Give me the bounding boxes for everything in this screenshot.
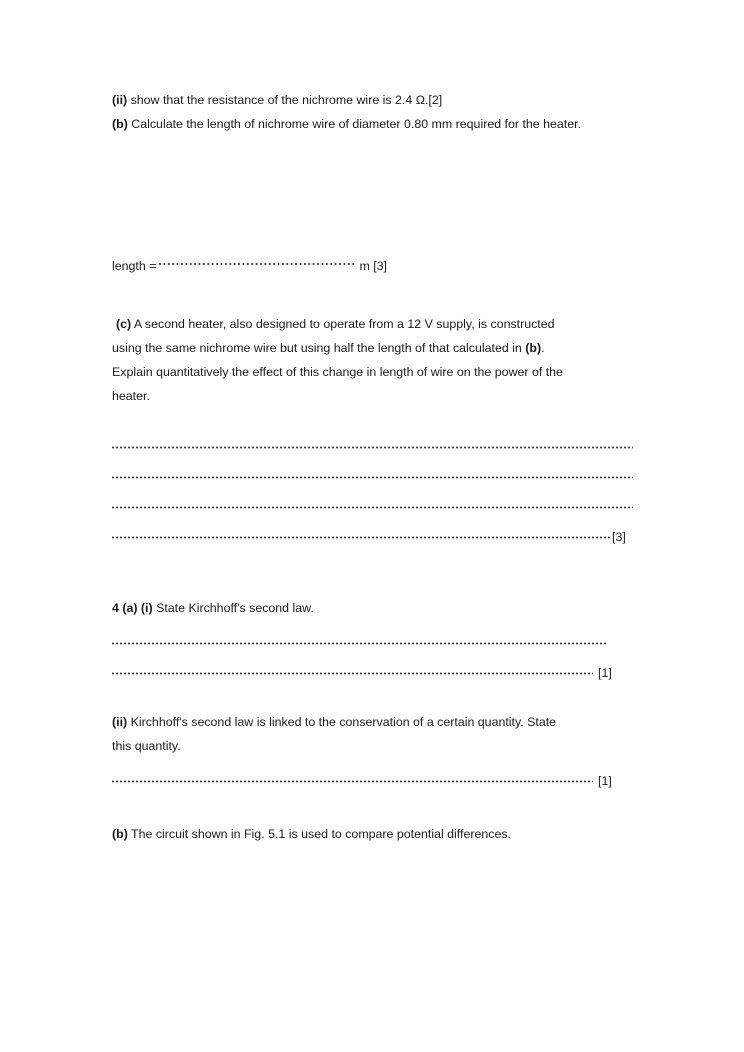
q3-part-c-line-4: heater.	[112, 389, 150, 403]
q3-part-c-text-2a: using the same nichrome wire but using half the length of that calculated in	[112, 341, 526, 355]
q4-part-b-line	[112, 822, 636, 846]
q3-c-answer-row-3	[112, 484, 636, 514]
q3-c-answer-row-2	[112, 454, 636, 484]
dotted-answer-line[interactable]	[112, 501, 633, 514]
q4-part-ii-text-1: Kirchhoff's second law is linked to the conservation of a certain quantity. State	[127, 715, 557, 729]
dotted-answer-line[interactable]	[112, 637, 606, 650]
q3-part-ii-label: (ii)	[112, 93, 128, 107]
q3-part-b-text: Calculate the length of nichrome wire of diameter 0.80 mm required for the heater.	[127, 117, 582, 131]
question-content	[112, 88, 636, 846]
q3-part-b-answer-line	[112, 254, 387, 278]
answer-prefix-label: length =	[112, 259, 157, 273]
q4-part-ii-line-2: this quantity.	[112, 739, 181, 753]
q3-part-c-ref-b: (b)	[525, 341, 542, 355]
q3-part-ii-text: show that the resistance of the nichrome wire is 2.4 Ω.[2]	[127, 93, 443, 107]
spacer-before-answer-lines	[112, 408, 636, 424]
q4-heading	[112, 596, 636, 620]
q3-part-b-line	[112, 112, 636, 136]
q4-part-b-text: The circuit shown in Fig. 5.1 is used to compare potential differences.	[127, 827, 511, 841]
q3-part-c-label: (c)	[116, 317, 132, 331]
dotted-answer-line[interactable]	[112, 531, 612, 544]
q4-aii-answer-row	[112, 758, 636, 788]
q3-part-c-text-2b: .	[541, 341, 545, 355]
q4-part-ii-paragraph	[112, 710, 636, 758]
q4-number-label: 4 (a) (i)	[112, 601, 153, 615]
q4-aii-marks: [1]	[598, 774, 612, 788]
q4-ai-marks: [1]	[598, 666, 612, 680]
q4-heading-text: State Kirchhoff's second law.	[152, 601, 314, 615]
spacer-before-q4-part-ii	[112, 680, 636, 710]
dotted-answer-line[interactable]	[112, 471, 633, 484]
spacer-before-question-4	[112, 544, 636, 596]
q4-part-ii-line-1	[112, 710, 636, 734]
q3-c-answer-row-1	[112, 424, 636, 454]
answer-suffix-label: m [3]	[359, 259, 387, 273]
q4-part-ii-label: (ii)	[112, 715, 128, 729]
answer-dotted-field[interactable]	[159, 258, 355, 270]
spacer-before-part-c	[112, 278, 636, 312]
q3-part-c-paragraph	[112, 312, 636, 408]
q3-part-c-line-1	[112, 312, 636, 336]
q3-part-c-text-1: A second heater, also designed to operate from a 12 V supply, is constructed	[131, 317, 555, 331]
dotted-answer-line[interactable]	[112, 667, 593, 680]
q3-part-ii-line	[112, 88, 636, 112]
q3-part-c-line-3: Explain quantitatively the effect of this change in length of wire on the power of the	[112, 365, 563, 379]
q3-c-answer-row-4	[112, 514, 636, 544]
q4-ai-answer-row-1	[112, 620, 636, 650]
q4-part-b-label: (b)	[112, 827, 128, 841]
q3-part-c-line-2	[112, 336, 636, 360]
q4-ai-answer-row-2	[112, 650, 636, 680]
q3-c-marks: [3]	[612, 530, 626, 544]
q3-part-b-label: (b)	[112, 117, 128, 131]
dotted-answer-line[interactable]	[112, 775, 593, 788]
spacer-before-q4-part-b	[112, 788, 636, 822]
dotted-answer-line[interactable]	[112, 441, 633, 454]
working-space	[112, 136, 636, 254]
